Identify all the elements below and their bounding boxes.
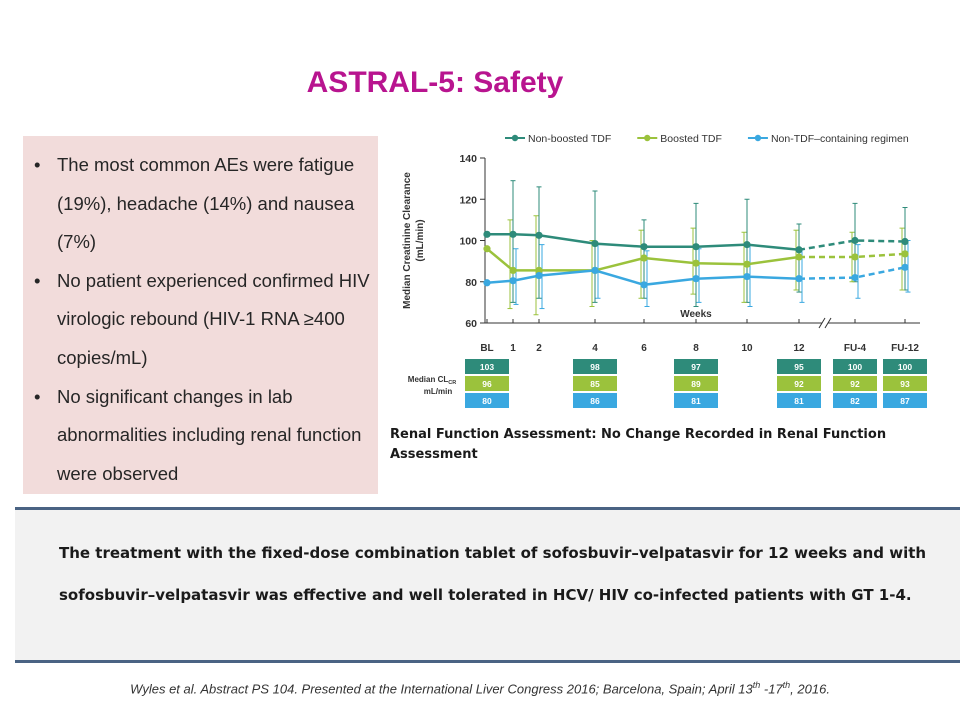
table-value: 96	[482, 379, 492, 389]
slide-title: ASTRAL-5: Safety	[306, 66, 564, 99]
bullet-item	[34, 262, 372, 378]
reference-end: , 2016.	[790, 681, 830, 697]
bullet-item	[34, 146, 372, 262]
data-point	[535, 232, 542, 239]
data-point	[509, 231, 516, 238]
table-value: 103	[479, 362, 495, 372]
data-point	[640, 281, 647, 288]
x-tick-label: 1	[510, 343, 516, 354]
bullet-item	[34, 378, 372, 494]
data-point	[692, 260, 699, 267]
reference-sup: th	[752, 680, 761, 690]
table-value: 82	[850, 396, 860, 406]
table-value: 86	[590, 396, 600, 406]
y-tick-label: 120	[459, 194, 477, 207]
bullet-dot: •	[34, 269, 41, 291]
data-point	[692, 243, 699, 250]
data-point	[483, 231, 490, 238]
x-tick-label: 10	[741, 343, 753, 354]
table-row-label: Median $CL_{CR}$	[407, 375, 457, 386]
data-point	[692, 275, 699, 282]
bullet-dot: •	[34, 385, 41, 407]
x-tick-label: BL	[480, 343, 494, 354]
data-point	[640, 243, 647, 250]
data-point	[483, 245, 490, 252]
table-value: 98	[590, 362, 600, 372]
x-axis-title: Weeks	[680, 309, 712, 320]
table-value: 97	[691, 362, 701, 372]
y-tick-label: 140	[459, 153, 477, 165]
table-value: 81	[691, 396, 701, 406]
table-value: 92	[850, 379, 860, 389]
bullet-text: No patient experienced confirmed HIV virologic rebound (HIV-1 RNA ≥400 copies/mL)	[57, 269, 370, 368]
data-point	[851, 237, 858, 244]
data-point	[851, 274, 858, 281]
data-point	[535, 272, 542, 279]
y-tick-label: 80	[465, 276, 477, 289]
table-value: 93	[900, 379, 910, 389]
data-point	[743, 241, 750, 248]
data-point	[640, 254, 647, 261]
x-tick-label: 6	[641, 343, 647, 354]
y-tick-label: 100	[459, 235, 477, 248]
data-point	[509, 277, 516, 284]
data-point	[795, 253, 802, 260]
table-value: 92	[794, 379, 804, 389]
data-point	[901, 238, 908, 245]
table-value: 100	[897, 362, 913, 372]
renal-function-chart	[390, 126, 930, 416]
data-point	[509, 267, 516, 274]
data-point	[743, 261, 750, 268]
data-point	[591, 267, 598, 274]
table-value: 80	[482, 396, 492, 406]
table-value: 81	[794, 396, 804, 406]
data-point	[901, 264, 908, 271]
legend-label: Non-TDF–containing regimen	[770, 133, 909, 145]
legend-marker	[755, 135, 761, 141]
reference-text: Wyles et al. Abstract PS 104. Presented at the International Liver Congress 2016; Barcelona, Spain; April 13	[130, 681, 753, 697]
data-point	[591, 240, 598, 247]
chart-caption: Renal Function Assessment: No Change Recorded in Renal Function Assessment	[390, 427, 887, 462]
data-point	[483, 279, 490, 286]
bullet-list	[34, 146, 372, 493]
table-value: 95	[794, 362, 804, 372]
bullet-text: No significant changes in lab abnormalities including renal function were observed	[57, 385, 362, 484]
x-tick-label: 2	[536, 343, 542, 354]
data-point	[795, 275, 802, 282]
table-value: 100	[847, 362, 863, 372]
x-tick-label: 8	[693, 343, 699, 354]
table-row-label: mL/min	[423, 387, 453, 396]
x-tick-label: FU-12	[891, 343, 919, 354]
x-tick-label: 4	[592, 343, 598, 354]
x-tick-label: FU-4	[843, 343, 867, 354]
legend-marker	[512, 135, 518, 141]
legend-label: Boosted TDF	[660, 133, 722, 145]
x-tick-label: 12	[793, 343, 805, 354]
reference-range: -17	[760, 681, 783, 697]
table-value: 89	[691, 379, 701, 389]
table-value: 87	[900, 396, 910, 406]
y-tick-label: 60	[465, 318, 477, 330]
conclusion-band	[15, 507, 960, 663]
bullet-text: The most common AEs were fatigue (19%), headache (14%) and nausea (7%)	[57, 154, 355, 253]
reference-sup: th	[782, 680, 791, 690]
data-point	[851, 253, 858, 260]
table-value: 85	[590, 379, 600, 389]
data-point	[795, 246, 802, 253]
data-point	[901, 250, 908, 257]
bullet-dot: •	[34, 154, 41, 175]
legend-label: Non-boosted TDF	[528, 133, 612, 145]
reference-footnote	[0, 680, 960, 696]
y-axis-title-line: Median Creatinine Clearance	[402, 172, 413, 309]
legend-marker	[644, 135, 650, 141]
data-point	[743, 273, 750, 280]
conclusion-text: The treatment with the fixed-dose combination tablet of sofosbuvir–velpatasvir for 12 weeks and with sofosbuvir–velpatasvir was effective and well tolerated in HCV/ HIV co-infected patients with GT 1-4.	[59, 544, 927, 604]
bullet-panel	[23, 136, 378, 494]
y-axis-title-line: (mL/min)	[415, 219, 426, 262]
